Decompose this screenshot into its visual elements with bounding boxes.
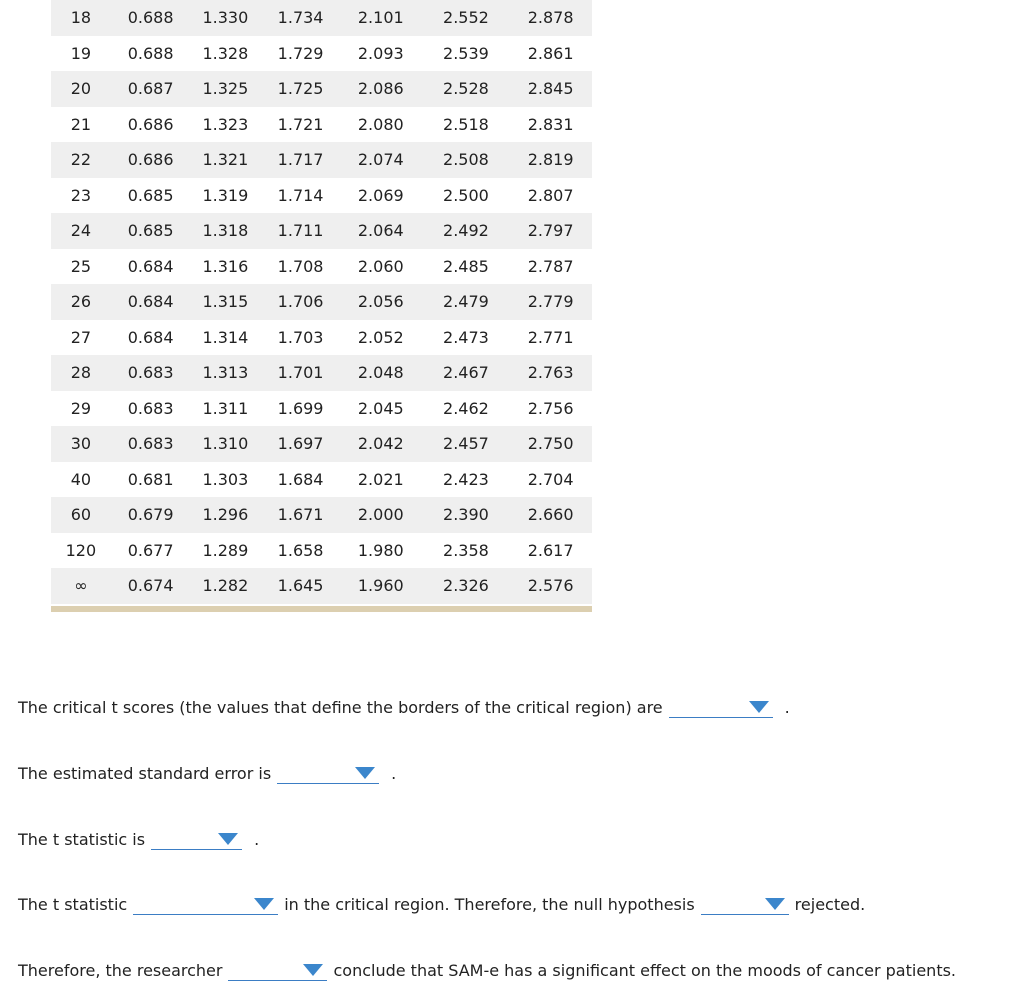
t-distribution-table <box>51 0 592 604</box>
critical-value-cell: 1.311 <box>202 398 249 418</box>
df-cell: 24 <box>51 213 113 249</box>
critical-value-cell: 1.729 <box>277 43 324 63</box>
critical-value-cell: 1.319 <box>202 185 249 205</box>
critical-value-cell: 1.697 <box>262 426 339 462</box>
critical-value-cell: 2.060 <box>357 256 404 276</box>
critical-value-cell: 1.980 <box>357 540 404 560</box>
critical-value-cell: 2.750 <box>509 426 592 462</box>
critical-value-cell: 2.500 <box>443 185 489 205</box>
critical-value-cell: 2.074 <box>339 142 423 178</box>
df-cell: 60 <box>51 497 113 533</box>
df-cell: 21 <box>70 114 92 134</box>
critical-value-cell: 2.042 <box>339 426 423 462</box>
df-cell: 120 <box>65 540 97 560</box>
critical-value-cell: 1.325 <box>188 71 262 107</box>
in-critical-region-dropdown[interactable] <box>133 892 278 915</box>
critical-value-cell: 1.330 <box>188 0 262 36</box>
critical-value-cell: 2.845 <box>509 71 592 107</box>
critical-value-cell: 0.688 <box>127 43 174 63</box>
critical-value-cell: 2.101 <box>339 0 423 36</box>
critical-value-cell: 0.674 <box>113 568 189 604</box>
critical-value-cell: 0.683 <box>113 355 189 391</box>
critical-value-cell: 2.326 <box>423 568 510 604</box>
critical-value-cell: 2.086 <box>339 71 423 107</box>
critical-value-cell: 0.685 <box>113 213 189 249</box>
t-statistic-dropdown[interactable] <box>151 827 242 850</box>
critical-value-cell: 1.671 <box>262 497 339 533</box>
critical-value-cell: 2.048 <box>339 355 423 391</box>
critical-value-cell: 1.717 <box>262 142 339 178</box>
critical-value-cell: 2.508 <box>423 142 510 178</box>
table-row <box>51 36 592 72</box>
critical-value-cell: 2.485 <box>443 256 489 276</box>
critical-scores-text: The critical t scores (the values that define the borders of the critical region) are <box>18 698 663 717</box>
critical-value-cell: 1.314 <box>202 327 249 347</box>
df-cell: ∞ <box>51 568 113 604</box>
table-row <box>51 462 592 498</box>
chevron-down-icon <box>254 898 274 910</box>
critical-value-cell: 2.069 <box>357 185 404 205</box>
critical-value-cell: 1.708 <box>277 256 324 276</box>
critical-value-cell: 2.779 <box>509 284 592 320</box>
df-cell: 27 <box>70 327 92 347</box>
critical-value-cell: 1.658 <box>277 540 324 560</box>
critical-scores-dropdown[interactable] <box>669 695 773 718</box>
standard-error-text: The estimated standard error is <box>18 764 272 783</box>
critical-value-cell: 1.289 <box>202 540 249 560</box>
critical-value-cell: 0.679 <box>113 497 189 533</box>
critical-value-cell: 0.687 <box>113 71 189 107</box>
chevron-down-icon <box>749 701 769 713</box>
null-hypothesis-dropdown[interactable] <box>701 892 789 915</box>
critical-region-text-3: rejected. <box>794 895 866 914</box>
critical-value-cell: 0.684 <box>127 256 174 276</box>
critical-value-cell: 2.056 <box>339 284 423 320</box>
critical-value-cell: 2.552 <box>423 0 510 36</box>
critical-value-cell: 2.539 <box>443 43 489 63</box>
critical-value-cell: 1.960 <box>339 568 423 604</box>
critical-value-cell: 2.473 <box>443 327 489 347</box>
t-statistic-period: . <box>254 830 260 849</box>
critical-value-cell: 2.576 <box>509 568 592 604</box>
critical-value-cell: 0.684 <box>127 327 174 347</box>
critical-value-cell: 1.714 <box>277 185 324 205</box>
critical-value-cell: 1.282 <box>188 568 262 604</box>
critical-value-cell: 2.787 <box>527 256 574 276</box>
df-cell: 23 <box>70 185 92 205</box>
critical-value-cell: 1.711 <box>262 213 339 249</box>
chevron-down-icon <box>218 833 238 845</box>
table-row <box>51 71 592 107</box>
critical-value-cell: 2.819 <box>509 142 592 178</box>
critical-value-cell: 2.704 <box>527 469 574 489</box>
critical-value-cell: 1.328 <box>202 43 249 63</box>
df-cell: 19 <box>70 43 92 63</box>
df-cell: 26 <box>51 284 113 320</box>
table-row <box>51 0 592 36</box>
table-row <box>51 107 592 143</box>
critical-value-cell: 2.390 <box>423 497 510 533</box>
researcher-conclude-dropdown[interactable] <box>228 958 327 981</box>
critical-value-cell: 2.479 <box>423 284 510 320</box>
table-row <box>51 533 592 569</box>
critical-value-cell: 2.467 <box>423 355 510 391</box>
critical-value-cell: 1.721 <box>277 114 324 134</box>
critical-value-cell: 2.423 <box>443 469 489 489</box>
critical-value-cell: 2.093 <box>357 43 404 63</box>
table-row <box>51 355 592 391</box>
critical-value-cell: 1.313 <box>188 355 262 391</box>
critical-value-cell: 0.685 <box>127 185 174 205</box>
critical-value-cell: 2.052 <box>357 327 404 347</box>
standard-error-dropdown[interactable] <box>277 761 379 784</box>
critical-value-cell: 1.323 <box>202 114 249 134</box>
critical-value-cell: 2.000 <box>339 497 423 533</box>
table-row <box>51 213 592 249</box>
table-row <box>51 391 592 427</box>
chevron-down-icon <box>303 964 323 976</box>
critical-value-cell: 1.303 <box>202 469 249 489</box>
critical-region-text-1: The t statistic <box>18 895 128 914</box>
df-cell: 29 <box>70 398 92 418</box>
critical-value-cell: 2.518 <box>443 114 489 134</box>
critical-value-cell: 1.701 <box>262 355 339 391</box>
table-row <box>51 142 592 178</box>
critical-region-text-2: in the critical region. Therefore, the null hypothesis <box>284 895 695 914</box>
critical-value-cell: 2.457 <box>423 426 510 462</box>
critical-value-cell: 1.315 <box>188 284 262 320</box>
table-row <box>51 320 592 356</box>
critical-value-cell: 1.316 <box>202 256 249 276</box>
critical-value-cell: 0.684 <box>113 284 189 320</box>
critical-value-cell: 0.686 <box>127 114 174 134</box>
df-cell: 40 <box>70 469 92 489</box>
conclusion-text-1: Therefore, the researcher <box>18 961 223 980</box>
critical-value-cell: 1.725 <box>262 71 339 107</box>
critical-value-cell: 0.688 <box>113 0 189 36</box>
table-row <box>51 178 592 214</box>
table-row <box>51 568 592 604</box>
critical-value-cell: 1.321 <box>188 142 262 178</box>
critical-value-cell: 2.660 <box>509 497 592 533</box>
critical-value-cell: 1.310 <box>188 426 262 462</box>
df-cell: 22 <box>51 142 113 178</box>
critical-value-cell: 1.645 <box>262 568 339 604</box>
critical-value-cell: 2.358 <box>443 540 489 560</box>
t-statistic-text: The t statistic is <box>18 830 146 849</box>
critical-value-cell: 2.528 <box>423 71 510 107</box>
critical-value-cell: 1.706 <box>262 284 339 320</box>
conclusion-text-2: conclude that SAM-e has a significant effect on the moods of cancer patients. <box>333 961 957 980</box>
question-critical-scores <box>18 695 790 718</box>
critical-value-cell: 1.703 <box>277 327 324 347</box>
critical-value-cell: 2.878 <box>509 0 592 36</box>
critical-value-cell: 0.681 <box>127 469 174 489</box>
critical-value-cell: 2.756 <box>527 398 574 418</box>
question-critical-region <box>18 892 865 915</box>
critical-value-cell: 1.318 <box>188 213 262 249</box>
critical-value-cell: 1.684 <box>277 469 324 489</box>
critical-value-cell: 2.021 <box>357 469 404 489</box>
df-cell: 25 <box>70 256 92 276</box>
critical-value-cell: 2.492 <box>423 213 510 249</box>
df-cell: 20 <box>51 71 113 107</box>
standard-error-period: . <box>391 764 397 783</box>
table-row <box>51 249 592 285</box>
chevron-down-icon <box>355 767 375 779</box>
question-t-statistic <box>18 827 259 850</box>
critical-value-cell: 0.677 <box>127 540 174 560</box>
critical-value-cell: 2.064 <box>339 213 423 249</box>
critical-value-cell: 2.462 <box>443 398 489 418</box>
critical-value-cell: 2.861 <box>527 43 574 63</box>
critical-value-cell: 1.296 <box>188 497 262 533</box>
df-cell: 28 <box>51 355 113 391</box>
table-bottom-rule <box>51 606 592 612</box>
critical-value-cell: 0.686 <box>113 142 189 178</box>
chevron-down-icon <box>765 898 785 910</box>
df-cell: 18 <box>51 0 113 36</box>
critical-value-cell: 2.807 <box>527 185 574 205</box>
critical-value-cell: 0.683 <box>113 426 189 462</box>
df-cell: 30 <box>51 426 113 462</box>
critical-value-cell: 2.763 <box>509 355 592 391</box>
critical-value-cell: 2.797 <box>509 213 592 249</box>
critical-value-cell: 1.734 <box>262 0 339 36</box>
question-standard-error <box>18 761 396 784</box>
question-conclusion <box>18 958 956 981</box>
critical-scores-period: . <box>784 698 790 717</box>
critical-value-cell: 2.080 <box>357 114 404 134</box>
table-row <box>51 284 592 320</box>
critical-value-cell: 1.699 <box>277 398 324 418</box>
critical-value-cell: 0.683 <box>127 398 174 418</box>
critical-value-cell: 2.045 <box>357 398 404 418</box>
critical-value-cell: 2.617 <box>527 540 574 560</box>
table-row <box>51 426 592 462</box>
table-row <box>51 497 592 533</box>
critical-value-cell: 2.771 <box>527 327 574 347</box>
critical-value-cell: 2.831 <box>527 114 574 134</box>
